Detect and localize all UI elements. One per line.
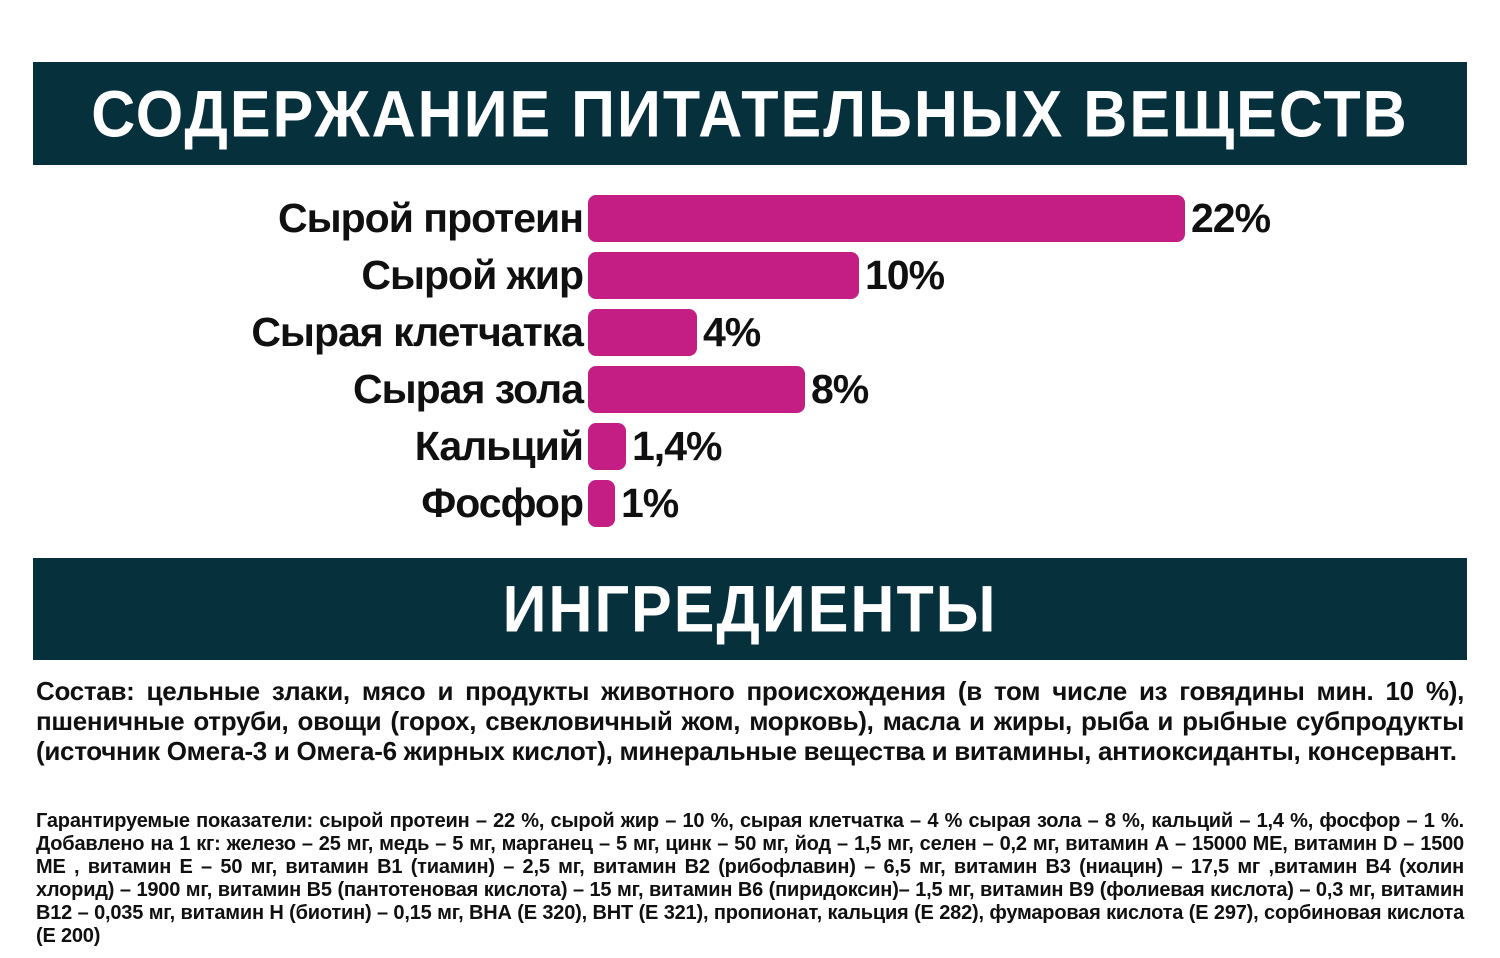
chart-row	[33, 423, 1467, 470]
bar	[588, 423, 626, 470]
composition-text: Состав: цельные злаки, мясо и продукты животного происхождения (в том числе из говядины мин. 10 %), пшеничные отруби, овощи (горох, свекловичный жом, морковь), масла и жиры, рыба и рыбные субпродукты (источник Омега-3 и Омега-6 жирных кислот), минеральные вещества и витамины, антиоксиданты, консервант.	[36, 676, 1464, 766]
ingredients-banner	[33, 558, 1467, 660]
chart-row	[33, 195, 1467, 242]
bar	[588, 252, 859, 299]
chart-row	[33, 252, 1467, 299]
bar-label: Сырая клетчатка	[251, 309, 583, 355]
guaranteed-analysis-text: Гарантируемые показатели: сырой протеин – 22 %, сырой жир – 10 %, сырая клетчатка – 4 % сырая зола – 8 %, кальций – 1,4 %, фосфор – 1 %. Добавлено на 1 кг: железо – 25 мг, медь – 5 мг, марганец – 5 мг, цинк – 50 мг, йод – 1,5 мг, селен – 0,2 мг, витамин А – 15000 МЕ, витамин D – 1500 МЕ , витамин Е – 50 мг, витамин В1 (тиамин) – 2,5 мг, витамин В2 (рибофлавин) – 6,5 мг, витамин В3 (ниацин) – 17,5 мг ,витамин В4 (холин хлорид) – 1900 мг, витамин В5 (пантотеновая кислота) – 15 мг, витамин В6 (пиридоксин)– 1,5 мг, витамин В9 (фолиевая кислота) – 0,3 мг, витамин В12 – 0,035 мг, витамин Н (биотин) – 0,15 мг, ВНА (Е 320), ВНТ (Е 321), пропионат, кальция (Е 282), фумаровая кислота (Е 297), сорбиновая кислота (Е 200)	[36, 810, 1464, 947]
bar-label: Фосфор	[421, 480, 583, 526]
bar-label: Сырой жир	[361, 252, 583, 298]
bar-label: Кальций	[414, 423, 583, 469]
chart-row	[33, 366, 1467, 413]
nutrition-header-title: СОДЕРЖАНИЕ ПИТАТЕЛЬНЫХ ВЕЩЕСТВ	[91, 76, 1409, 151]
chart-row	[33, 480, 1467, 527]
bar-value-label: 1%	[621, 480, 679, 526]
bar	[588, 480, 615, 527]
bar-value-label: 4%	[703, 309, 761, 355]
bar	[588, 195, 1185, 242]
bar-label: Сырая зола	[352, 366, 583, 412]
bar-value-label: 1,4%	[632, 423, 722, 469]
bar	[588, 366, 805, 413]
bar	[588, 309, 697, 356]
chart-row	[33, 309, 1467, 356]
bar-value-label: 10%	[865, 252, 945, 298]
bar-value-label: 22%	[1191, 195, 1271, 241]
nutrition-chart	[33, 195, 1467, 527]
bar-value-label: 8%	[811, 366, 869, 412]
ingredients-title: ИНГРЕДИЕНТЫ	[502, 572, 998, 646]
nutrition-header-banner	[33, 62, 1467, 165]
bar-label: Сырой протеин	[278, 195, 583, 241]
